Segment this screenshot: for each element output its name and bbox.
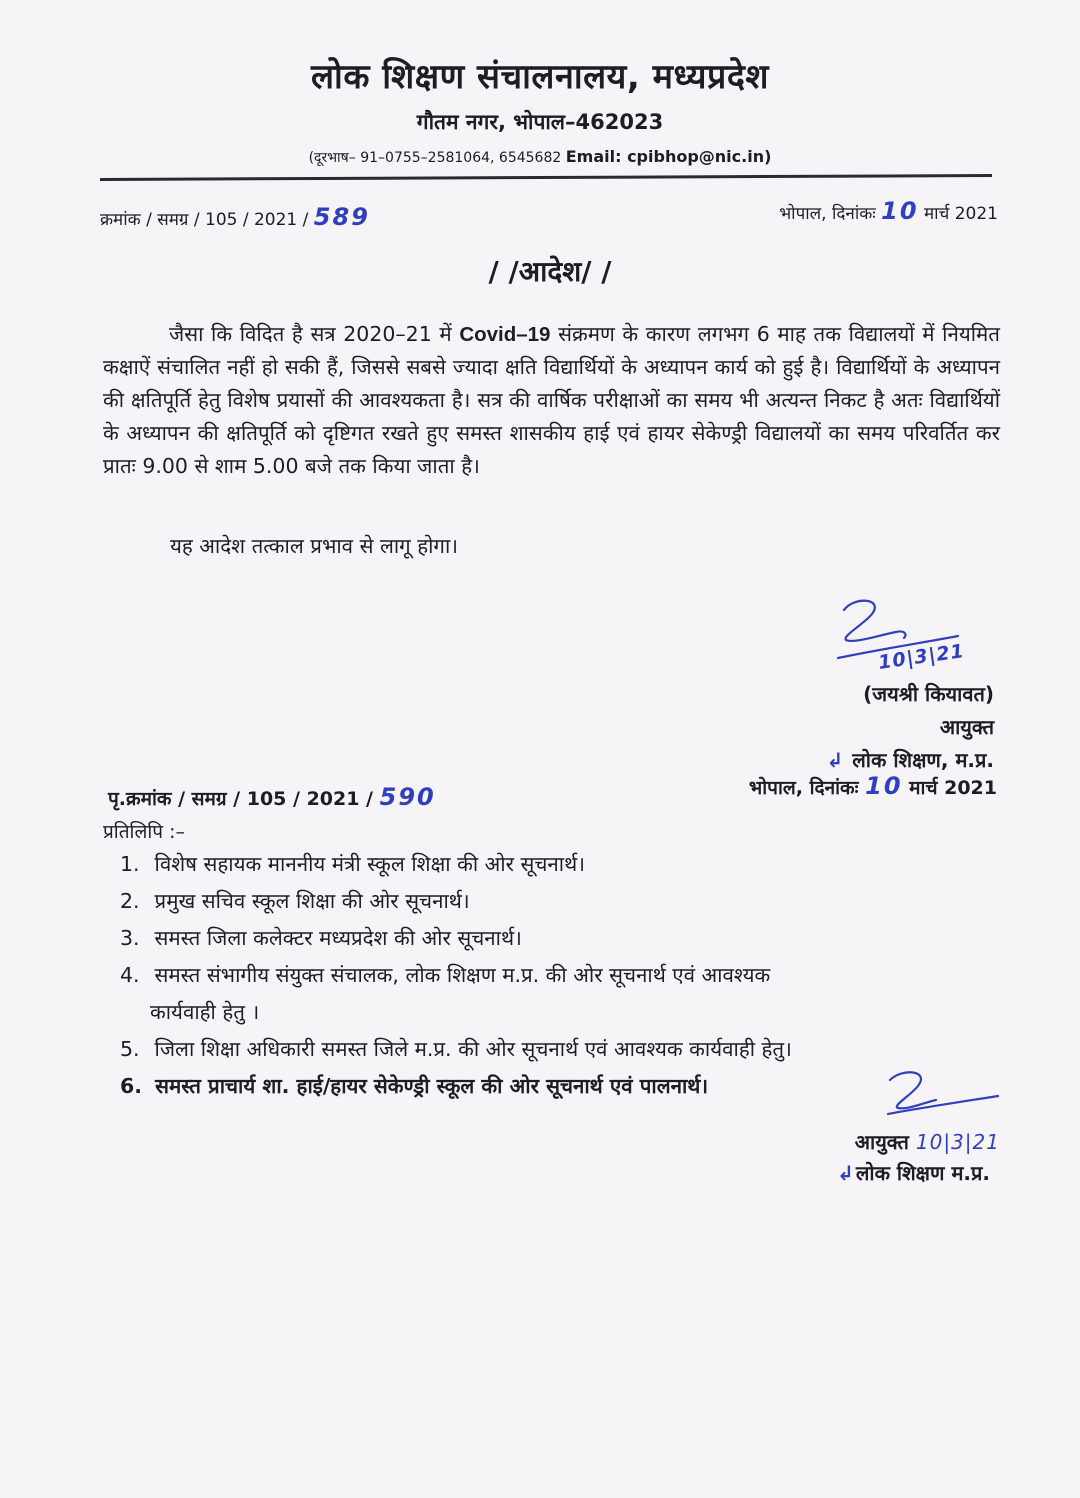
- for-mark-icon: ↲: [837, 1161, 856, 1185]
- reference-number: [100, 203, 370, 231]
- contact-line: [0, 147, 1080, 167]
- copy-office-line: [837, 1158, 990, 1189]
- copy-date-suffix: मार्च 2021: [909, 777, 997, 799]
- signatory-designation: आयुक्त: [939, 715, 994, 739]
- signatory-office-text: लोक शिक्षण, म.प्र.: [852, 748, 994, 772]
- copy-reference-number: [108, 783, 436, 811]
- reference-prefix: क्रमांक / समग्र / 105 / 2021 /: [100, 210, 309, 230]
- list-item: 3. समस्त जिला कलेक्टर मध्यप्रदेश की ओर सूचनार्थ।: [120, 926, 522, 950]
- list-item: 1. विशेष सहायक माननीय मंत्री स्कूल शिक्षा की ओर सूचनार्थ।: [120, 852, 585, 876]
- list-item: 6. समस्त प्राचार्य शा. हाई/हायर सेकेण्ड्री स्कूल की ओर सूचनार्थ एवं पालनार्थ।: [120, 1074, 709, 1098]
- list-item: 5. जिला शिक्षा अधिकारी समस्त जिले म.प्र. की ओर सूचनार्थ एवं आवश्यक कार्यवाही हेतु।: [120, 1037, 792, 1061]
- body-text-2: संक्रमण के कारण लगभग 6 माह तक विद्यालयों में नियमित कक्षाऐं संचालित नहीं हो सकी हैं, जिससे सबसे ज्यादा क्षति विद्यार्थियों के अध्यापन कार्य को हुई है। विद्यार्थियों के अध्यापन की क्षतिपूर्ति हेतु विशेष प्रयासों की आवश्यकता है। सत्र की वार्षिक परीक्षाओं का समय भी अत्यन्त निकट है अतः विद्यार्थियों के अध्यापन की क्षतिपूर्ति को दृष्टिगत रखते हुए समस्त शासकीय हाई एवं हायर सेकेण्ड्री विद्यालयों का समय परिवर्तित कर प्रातः 9.00 से शाम 5.00 बजे तक किया जाता है।: [103, 322, 1000, 478]
- list-item-continuation: कार्यवाही हेतु ।: [150, 1000, 260, 1024]
- body-covid-term: Covid–19: [459, 323, 551, 346]
- copy-recipient-list: [120, 846, 1010, 1105]
- signature-2: [880, 1066, 1010, 1126]
- office-address: गौतम नगर, भोपाल–462023: [416, 110, 664, 134]
- signatory-name: (जयश्री कियावत): [863, 682, 994, 706]
- order-body-paragraph: [103, 318, 1000, 483]
- copy-signatory-line: [837, 1127, 1000, 1158]
- copy-signatory-designation: आयुक्त: [854, 1130, 909, 1154]
- for-mark-icon: ↲: [826, 748, 846, 772]
- date-handwritten-day: 10: [881, 197, 919, 225]
- effect-statement: यह आदेश तत्काल प्रभाव से लागू होगा।: [170, 534, 459, 558]
- copy-date: [749, 772, 997, 800]
- copy-signatory-block: [837, 1127, 1000, 1189]
- contact-phone: (दूरभाष– 91–0755–2581064, 6545682: [308, 150, 562, 166]
- copy-signature-date: 10|3|21: [915, 1130, 1000, 1154]
- signatory-block: [827, 678, 994, 777]
- list-item: 4. समस्त संभागीय संयुक्त संचालक, लोक शिक्षण म.प्र. की ओर सूचनार्थ एवं आवश्यक: [120, 963, 771, 987]
- copy-date-prefix: भोपाल, दिनांकः: [748, 777, 859, 799]
- reference-handwritten-number: 589: [313, 203, 370, 231]
- copy-reference-prefix: पृ.क्रमांक / समग्र / 105 / 2021 /: [108, 788, 374, 810]
- copy-signatory-office: लोक शिक्षण म.प्र.: [855, 1161, 990, 1185]
- signature-1-date: 10|3|21: [876, 640, 967, 674]
- contact-email: Email: cpibhop@nic.in): [565, 147, 772, 166]
- signature-1: [826, 592, 996, 692]
- date-suffix: मार्च 2021: [923, 204, 998, 224]
- date-prefix: भोपाल, दिनांकः: [779, 204, 876, 224]
- order-heading: / /आदेश/ /: [488, 255, 612, 288]
- copy-date-handwritten-day: 10: [865, 772, 903, 800]
- header-divider: [100, 174, 992, 181]
- list-item: 2. प्रमुख सचिव स्कूल शिक्षा की ओर सूचनार्थ।: [120, 889, 470, 913]
- copy-to-label: प्रतिलिपि :–: [103, 821, 186, 843]
- issue-date: [779, 197, 998, 225]
- body-text-1: जैसा कि विदित है सत्र 2020–21 में: [169, 322, 452, 346]
- office-title: लोक शिक्षण संचालनालय, मध्यप्रदेश: [310, 57, 770, 97]
- copy-reference-handwritten-number: 590: [379, 783, 436, 811]
